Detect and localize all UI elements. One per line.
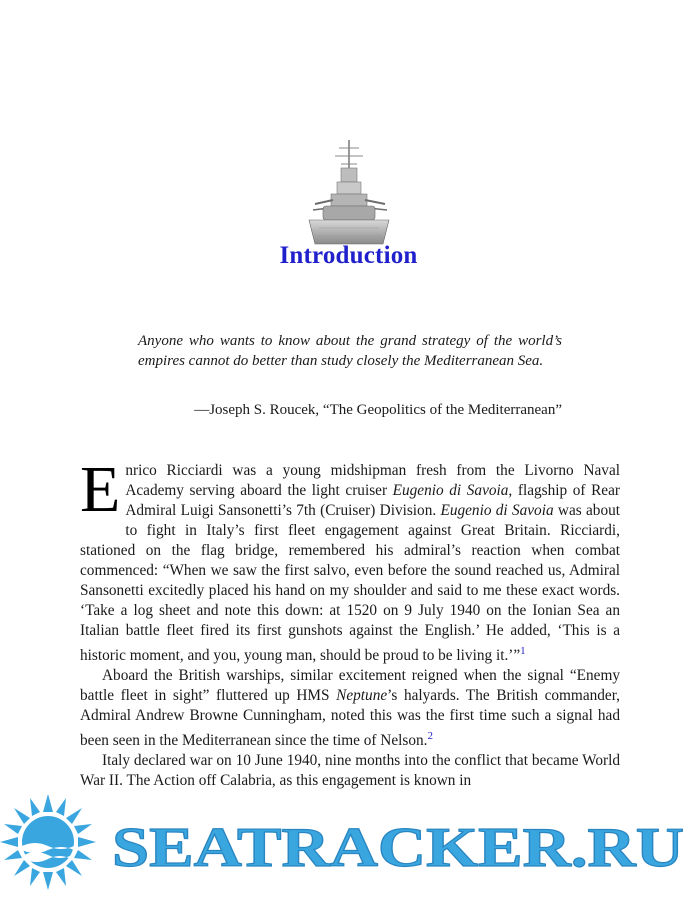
paragraph-text: , flagship of Rear Admiral Luigi Sansonetti’s 7th (Cruiser) Division. bbox=[125, 482, 620, 519]
battleship-illustration bbox=[305, 138, 393, 246]
watermark-text: SEATRACKER.RU bbox=[112, 817, 684, 879]
paragraph bbox=[80, 453, 620, 666]
ship-name: Neptune bbox=[336, 687, 388, 704]
epigraph-attribution: —Joseph S. Roucek, “The Geopolitics of the Mediterranean” bbox=[194, 402, 562, 418]
paragraph-text: nrico Ricciardi was a young midshipman fresh from the Livorno Naval Academy serving aboard the light cruiser bbox=[125, 462, 620, 499]
paragraph bbox=[80, 666, 620, 751]
body-text bbox=[80, 453, 621, 791]
epigraph-quote: Anyone who wants to know about the grand strategy of the world’s empires cannot do better than study closely the Mediterranean Sea. bbox=[138, 333, 562, 369]
footnote-link[interactable]: 1 bbox=[520, 645, 526, 657]
watermark bbox=[0, 790, 697, 905]
paragraph-text: was about to fight in Italy’s first fleet engagement against Great Britain. Ricciardi, stationed on the flag bridge, remembered his admiral’s reaction when combat commenced: “When we saw the first salvo, even before the sound reached us, Admiral Sansonetti excitedly placed his hand on my shoulder and said to me these exact words. ‘Take a log sheet and note this down: at 1520 on 9 July 1940 on the Ionian Sea an Italian battle fleet fired its first gunshots against the English.’ He added, ‘This is a historic moment, and you, young man, should be proud to be living it.’” bbox=[80, 502, 620, 664]
sun-icon bbox=[0, 794, 96, 890]
drop-cap: E bbox=[80, 453, 121, 526]
paragraph-text: ’s halyards. The British commander, Admiral Andrew Browne Cunningham, noted this was the first time such a signal had been seen in the Mediterranean since the time of Nelson. bbox=[80, 687, 621, 749]
footnote-link[interactable]: 2 bbox=[427, 730, 433, 742]
paragraph-text: Aboard the British warships, similar excitement reigned when the signal “Enemy battle fleet in sight” fluttered up HMS bbox=[80, 667, 620, 704]
chapter-title: Introduction bbox=[279, 242, 418, 269]
ship-name: Eugenio di Savoia bbox=[392, 482, 509, 499]
ship-name: Eugenio di Savoia bbox=[440, 502, 554, 519]
paragraph bbox=[80, 751, 620, 791]
paragraph-text: Italy declared war on 10 June 1940, nine months into the conflict that became World War II. The Action off Calabria, as this engagement is known in bbox=[80, 752, 620, 789]
